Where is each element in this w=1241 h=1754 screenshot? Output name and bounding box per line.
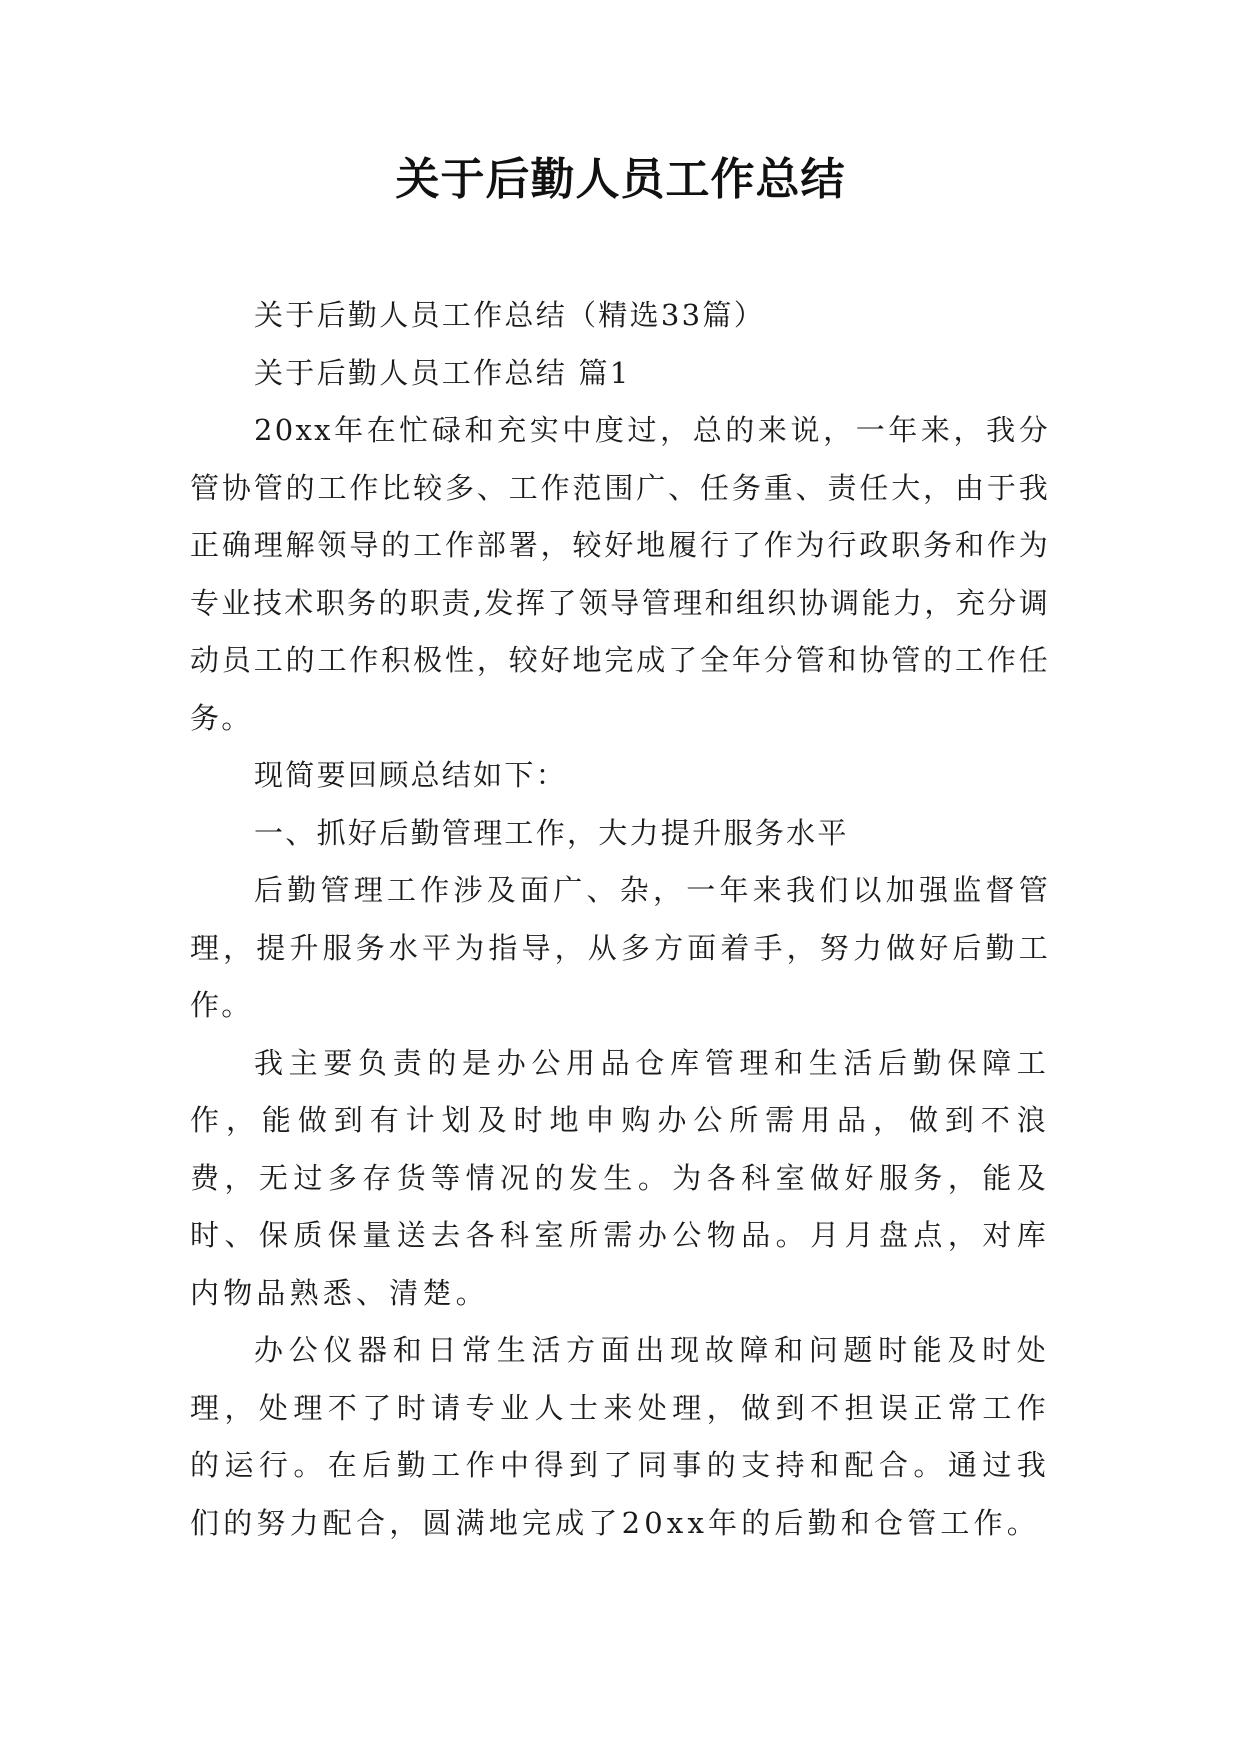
section-heading: 关于后勤人员工作总结 篇1: [254, 355, 631, 390]
body-paragraph: 后勤管理工作涉及面广、杂，一年来我们以加强监督管理，提升服务水平为指导，从多方面着手，努力做好后勤工作。: [190, 873, 1050, 1022]
subtitle-paragraph: 关于后勤人员工作总结（精选33篇）: [254, 298, 766, 332]
body-paragraph: 办公仪器和日常生活方面出现故障和问题时能及时处理，处理不了时请专业人士来处理，做到不担误正常工作的运行。在后勤工作中得到了同事的支持和配合。通过我们的努力配合，圆满地完成了20xx年的后勤和仓管工作。: [190, 1333, 1050, 1540]
document-title: 关于后勤人员工作总结: [395, 154, 846, 205]
body-paragraph: 现简要回顾总结如下：: [254, 758, 568, 792]
body-paragraph: 20xx年在忙碌和充实中度过，总的来说，一年来，我分管协管的工作比较多、工作范围广、任务重、责任大，由于我正确理解领导的工作部署，较好地履行了作为行政职务和作为专业技术职务的职责,发挥了领导管理和组织协调能力，充分调动员工的工作积极性，较好地完成了全年分管和协管的工作任务。: [190, 413, 1050, 735]
subsection-heading: 一、抓好后勤管理工作，大力提升服务水平: [254, 815, 849, 850]
document-body: [190, 287, 1050, 1552]
body-paragraph: 我主要负责的是办公用品仓库管理和生活后勤保障工作，能做到有计划及时地申购办公所需用品，做到不浪费，无过多存货等情况的发生。为各科室做好服务，能及时、保质保量送去各科室所需办公物品。月月盘点，对库内物品熟悉、清楚。: [190, 1045, 1050, 1310]
